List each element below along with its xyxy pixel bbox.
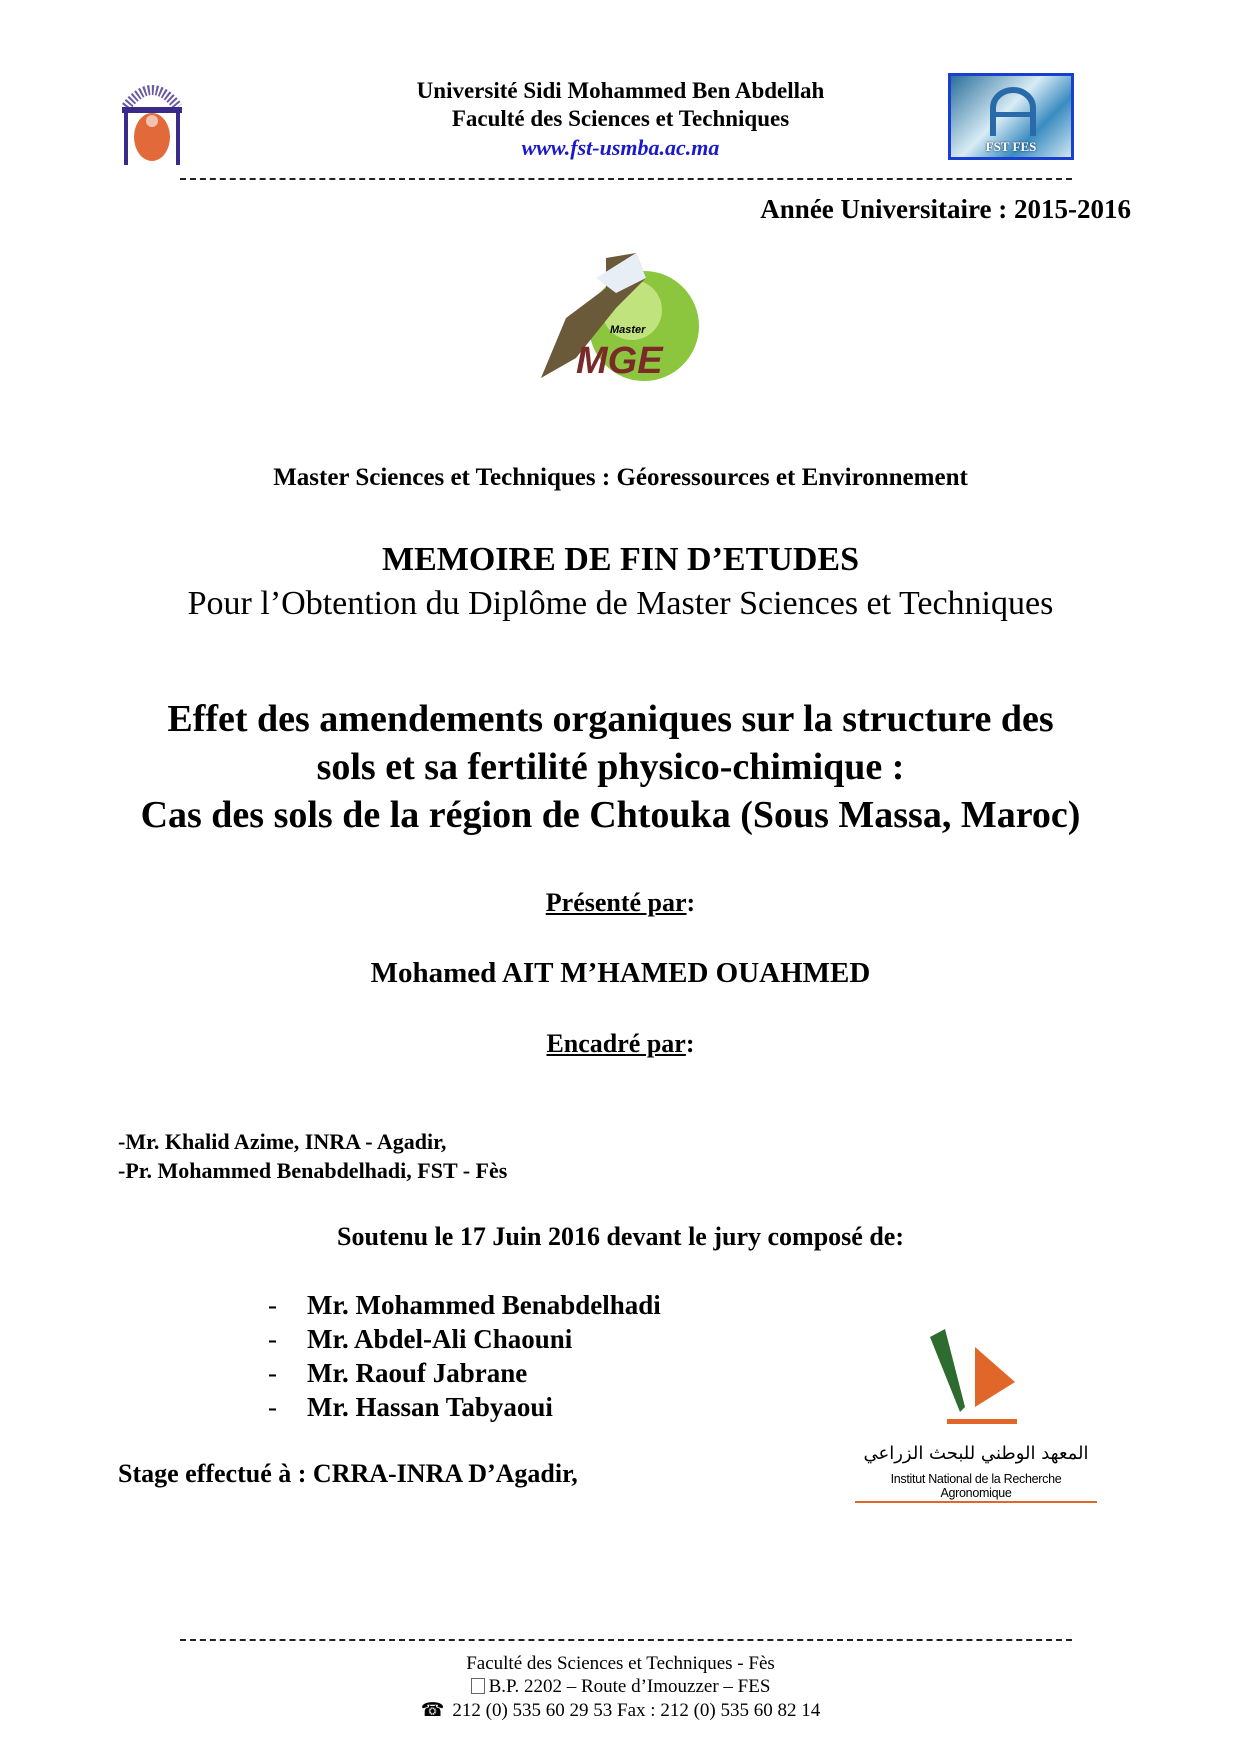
presented-by-heading: Présenté par: <box>545 888 696 917</box>
defense-statement: Soutenu le 17 Juin 2016 devant le jury composé de: <box>337 1222 904 1251</box>
program-name: Master Sciences et Techniques : Géoressources et Environnement <box>273 464 968 491</box>
footer-phone-text: 212 (0) 535 60 29 53 Fax : 212 (0) 535 60 82 14 <box>452 1700 821 1721</box>
inra-logo <box>855 1325 1097 1505</box>
academic-year: Année Universitaire : 2015-2016 <box>760 194 1131 224</box>
faculty-name: Faculté des Sciences et Techniques <box>451 106 790 131</box>
jury-member-name: Mr. Abdel-Ali Chaouni <box>307 1324 573 1354</box>
jury-member-name: Mr. Raouf Jabrane <box>307 1358 528 1388</box>
header-divider <box>180 178 1072 180</box>
jury-member-name: Mr. Mohammed Benabdelhadi <box>307 1290 661 1320</box>
jury-member: - Mr. Hassan Tabyaoui <box>268 1392 553 1422</box>
supervised-by-label: Encadré par <box>546 1029 686 1058</box>
mge-logo-small-text: Master <box>610 324 646 336</box>
supervisor-1: -Mr. Khalid Azime, INRA - Agadir, <box>118 1129 447 1154</box>
supervisor-2: -Pr. Mohammed Benabdelhadi, FST - Fès <box>118 1158 508 1183</box>
footer-divider <box>180 1639 1072 1641</box>
fst-fes-logo-text: FST FES <box>985 139 1037 154</box>
mail-icon <box>471 1678 485 1694</box>
website-link[interactable]: www.fst-usmba.ac.ma <box>521 135 720 160</box>
jury-member: - Mr. Raouf Jabrane <box>268 1358 528 1388</box>
supervised-by-heading: Encadré par: <box>546 1029 695 1058</box>
footer-address <box>0 1676 1241 1698</box>
thesis-title-line-3: Cas des sols de la région de Chtouka (Sous Massa, Maroc) <box>140 794 1081 836</box>
phone-icon: ☎ <box>420 1700 445 1721</box>
jury-member-name: Mr. Hassan Tabyaoui <box>307 1392 553 1422</box>
author-name: Mohamed AIT M’HAMED OUAHMED <box>370 957 871 989</box>
mge-logo-big-text: MGE <box>576 340 663 382</box>
fst-fes-logo <box>948 73 1074 160</box>
memoire-subtitle: Pour l’Obtention du Diplôme de Master Sciences et Techniques <box>187 585 1054 622</box>
master-mge-logo <box>536 248 711 389</box>
thesis-title-line-2: sols et sa fertilité physico-chimique : <box>316 746 905 788</box>
university-name: Université Sidi Mohammed Ben Abdellah <box>416 78 825 103</box>
inra-french-name: Institut National de la Recherche Agronomique <box>855 1472 1097 1503</box>
footer-faculty: Faculté des Sciences et Techniques - Fès <box>466 1653 775 1674</box>
jury-member: - Mr. Mohammed Benabdelhadi <box>268 1290 661 1320</box>
jury-member: - Mr. Abdel-Ali Chaouni <box>268 1324 573 1354</box>
footer-address-text: B.P. 2202 – Route d’Imouzzer – FES <box>488 1676 771 1697</box>
presented-by-label: Présenté par <box>545 888 687 917</box>
internship-location: Stage effectué à : CRRA-INRA D’Agadir, <box>118 1459 578 1488</box>
inra-arabic-name: المعهد الوطني للبحث الزراعي <box>863 1443 1089 1464</box>
thesis-title-line-1: Effet des amendements organiques sur la structure des <box>167 698 1054 740</box>
memoire-title: MEMOIRE DE FIN D’ETUDES <box>382 541 859 578</box>
footer-phone <box>0 1699 1241 1722</box>
